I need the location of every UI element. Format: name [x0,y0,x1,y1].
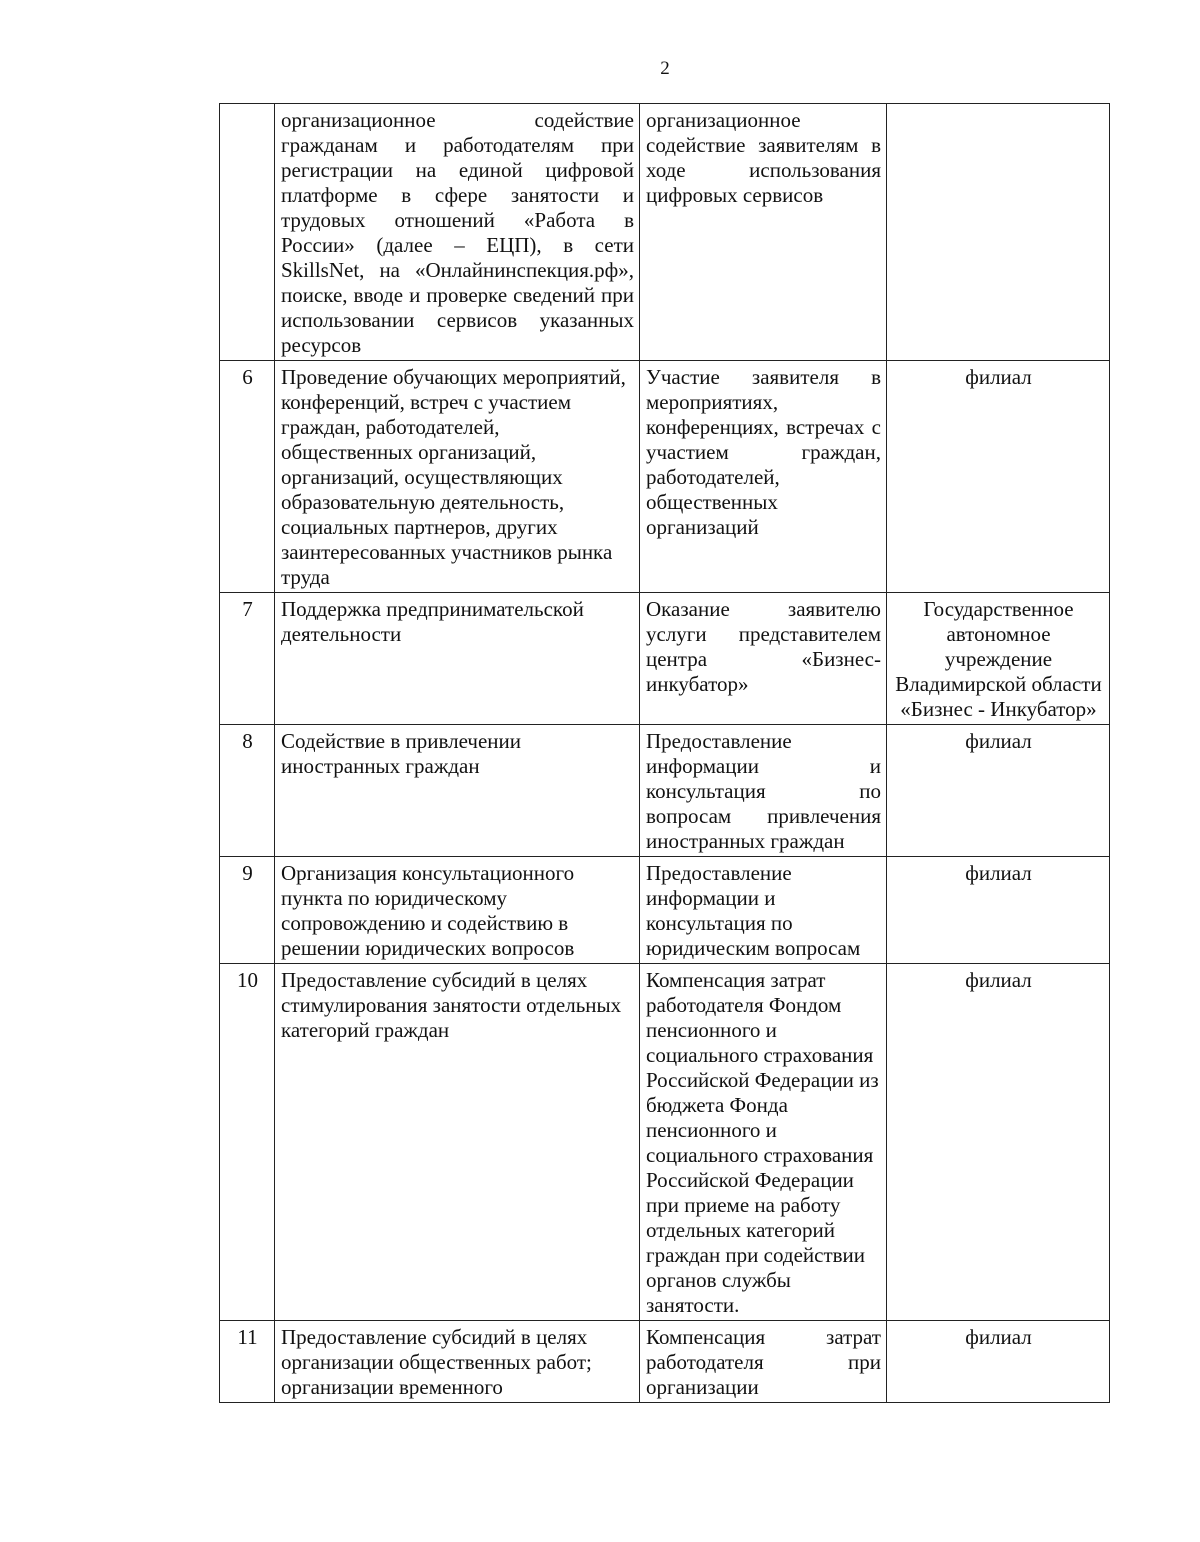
service-name: Предоставление субсидий в целях организации общественных работ; организации временного [275,1321,640,1403]
service-description: организационное содействие заявителям в ходе использования цифровых сервисов [640,104,887,361]
table-row [220,104,1110,361]
service-description: Предоставление информации и консультация по юридическим вопросам [640,857,887,964]
responsible-organization: филиал [887,857,1110,964]
row-number: 10 [220,964,275,1321]
service-name: Предоставление субсидий в целях стимулирования занятости отдельных категорий граждан [275,964,640,1321]
responsible-organization: филиал [887,1321,1110,1403]
table-row [220,725,1110,857]
page-number: 2 [660,58,670,79]
table-row [220,361,1110,593]
service-name: Содействие в привлечении иностранных граждан [275,725,640,857]
service-description: Компенсация затрат работодателя при организации [640,1321,887,1403]
responsible-organization [887,104,1110,361]
row-number: 9 [220,857,275,964]
service-name: организационное содействие гражданам и работодателям при регистрации на единой цифровой платформе в сфере занятости и трудовых отношений «Работа в России» (далее – ЕЦП), в сети SkillsNet, на «Онлайнинспекция.рф», поиске, вводе и проверке сведений при использовании сервисов указанных ресурсов [275,104,640,361]
service-description: Предоставление информации и консультация по вопросам привлечения иностранных граждан [640,725,887,857]
table-row [220,593,1110,725]
service-description: Участие заявителя в мероприятиях, конференциях, встречах с участием граждан, работодателей, общественных организаций [640,361,887,593]
responsible-organization: филиал [887,725,1110,857]
service-name: Поддержка предпринимательской деятельности [275,593,640,725]
responsible-organization: Государственное автономное учреждение Владимирской области «Бизнес - Инкубатор» [887,593,1110,725]
service-description: Оказание заявителю услуги представителем центра «Бизнес-инкубатор» [640,593,887,725]
row-number: 7 [220,593,275,725]
service-name: Организация консультационного пункта по юридическому сопровождению и содействию в решении юридических вопросов [275,857,640,964]
table-row [220,1321,1110,1403]
service-description: Компенсация затрат работодателя Фондом пенсионного и социального страхования Российской Федерации из бюджета Фонда пенсионного и социального страхования Российской Федерации при приеме на работу отдельных категорий граждан при содействии органов службы занятости. [640,964,887,1321]
row-number: 11 [220,1321,275,1403]
table-row [220,857,1110,964]
row-number: 6 [220,361,275,593]
row-number [220,104,275,361]
responsible-organization: филиал [887,964,1110,1321]
table-row [220,964,1110,1321]
services-table [219,103,1110,1403]
responsible-organization: филиал [887,361,1110,593]
service-name: Проведение обучающих мероприятий, конференций, встреч с участием граждан, работодателей, общественных организаций, организаций, осуществляющих образовательную деятельность, социальных партнеров, других заинтересованных участников рынка труда [275,361,640,593]
row-number: 8 [220,725,275,857]
